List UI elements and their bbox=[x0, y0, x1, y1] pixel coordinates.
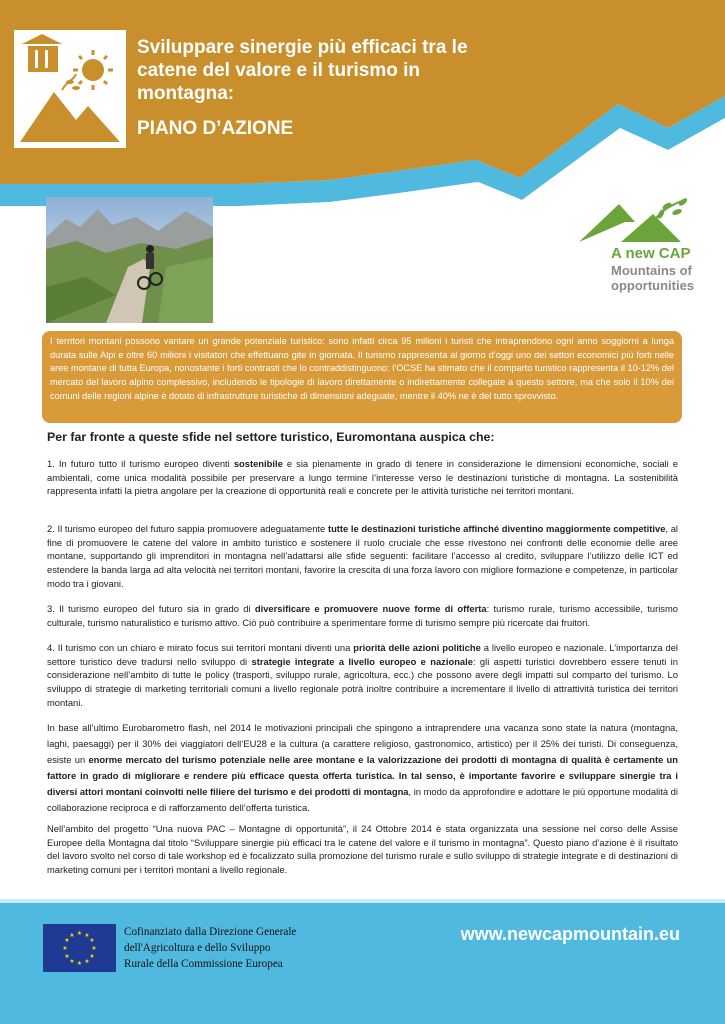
title-line: montagna: bbox=[137, 83, 235, 104]
emphasis: diversificare e promuovere nuove forme di offerta bbox=[254, 603, 487, 614]
brand-tagline: A new CAP bbox=[611, 245, 691, 262]
section-heading: Per far fronte a queste sfide nel settore turistico, Euromontana auspica che: bbox=[47, 430, 495, 444]
text: , al fine di promuovere le catene del valore in ambito turistico e sostenere il ruolo cruciale che esse rivestono nei confronti delle economie delle aree montane, supportando gli imprenditori in montagna nell’adattarsi alle sfide seguenti: facilitare l’accesso al credito, sviluppare l’utilizzo delle ICT ed estendere la banda larga ad alta velocità nei territori montani, favorire la crescita di una forza lavoro con migliore formazione e competenze, in particolar modo tra i giovani. bbox=[47, 523, 678, 589]
svg-text:★: ★ bbox=[89, 937, 95, 944]
point-2 bbox=[47, 522, 678, 591]
text: : gli aspetti turistici dovrebbero essere tenuti in considerazione nell’ambito di tutte le policy (trasporti, sviluppo rurale, agricoltura, ecc.) che possono avere degli impatti sul comparto del turismo. Lo sviluppo di strategie di marketing territoriali comuni a livello regionale potrà inoltre contribuire a incrementare il livello di attrattività turistica dei territori montani. bbox=[47, 655, 678, 708]
svg-text:★: ★ bbox=[84, 932, 90, 939]
brand-line: opportunities bbox=[611, 278, 695, 293]
svg-text:★: ★ bbox=[91, 945, 97, 952]
house-sun-mountain-icon bbox=[14, 30, 126, 148]
title-line: Sviluppare sinergie più efficaci tra le bbox=[137, 37, 468, 58]
cofin-line: Rurale della Commissione Europea bbox=[124, 958, 283, 970]
text: : turismo rurale, turismo accessibile, turismo culturale, turismo naturalistico e turismo attivo. Ciò può contribuire a sperimentare forme di turismo sempre più ricercate dai fruitori. bbox=[47, 603, 679, 628]
text: 1. In futuro tutto il turismo europeo diventi bbox=[47, 458, 234, 469]
text: a livello europeo e nazionale. L’importanza del settore turistico deve tradursi nello sviluppo di bbox=[47, 642, 679, 667]
page-subtitle: PIANO D’AZIONE bbox=[137, 118, 294, 139]
svg-text:★: ★ bbox=[69, 958, 75, 965]
svg-text:★: ★ bbox=[76, 930, 83, 937]
svg-text:★: ★ bbox=[84, 958, 90, 965]
eu-flag-icon bbox=[43, 924, 116, 972]
svg-text:★: ★ bbox=[64, 937, 70, 944]
emphasis: sostenibile bbox=[233, 458, 283, 469]
brand-line: Mountains of bbox=[611, 263, 692, 278]
text: , in modo da approfondire e adottare le più opportune modalità di collaborazione reciproca e di rafforzamento dell’offerta turistica. bbox=[47, 786, 678, 813]
project-paragraph: Nell’ambito del progetto “Una nuova PAC – Montagne di opportunità”, il 24 Ottobre 2014 è stata organizzata una sessione nel corso delle Assise Europee della Montagna dal titolo “Sviluppare sinergie più efficaci tra le catene del valore e il turismo in montagna”. Questo piano d’azione è il risultato del lavoro svolto nel corso di tale workshop ed è focalizzato sulla promozione del turismo rurale e sullo sviluppo di strategie integrate e di destinazioni di marketing comuni per i territori montani a livello regionale. bbox=[47, 823, 678, 876]
text: In base all’ultimo Eurobarometro flash, nel 2014 le motivazioni principali che spingono a intraprendere una vacanza sono state la natura (montagna, laghi, paesaggi) per il 30% dei viaggiatori dell’EU28 e la cultura (a carattere religioso, gastronomico, artistico) per il 25% dei turisti. Di conseguenza, esiste un bbox=[47, 722, 678, 765]
text: e sia pienamente in grado di tenere in considerazione le dimensioni economiche, sociali e ambientali, come unica modalità possibile per preservare a lungo termine l’interesse verso le destinazioni turistiche di montagna. La sostenibilità rappresenta infatti la pietra angolare per la creazione di opportunità reali e concrete per le attività turistiche nei territori montani. bbox=[47, 458, 678, 497]
text: 2. Il turismo europeo del futuro sappia promuovere adeguatamente bbox=[47, 523, 328, 534]
eurobarometer-paragraph bbox=[47, 720, 678, 816]
emphasis: enorme mercato del turismo potenziale nelle aree montane e la valorizzazione dei prodotti di montagna di qualità è certamente un fattore in grado di migliorare e rendere più efficace questa offerta turistica. In tal senso, è importante favorire e sviluppare sinergie tra i diversi attori montani coinvolti nelle filiere del turismo e dei prodotti di montagna bbox=[47, 754, 678, 797]
intro-box: I territori montani possono vantare un grande potenziale turistico: sono infatti circa 95 milioni i turisti che intraprendono ogni anno soggiorni a lunga durata sulle Alpi e oltre 60 milioni i visitatori che effettuano gite in giornata. Il turismo rappresenta al giorno d’oggi uno dei settori economici più forti nelle aree montane di tutta Europa, nonostante i forti contrasti che lo contraddistinguono: l’OCSE ha stimato che il comparto turistico rappresenta il 10-12% del mercato del lavoro alpino complessivo, includendo le tipologie di lavoro direttamente o indirettamente collegate a questo settore, ma che solo il 10% dei comuni delle regioni alpine è dotato di infrastrutture turistiche di dimensioni adeguate, mentre il 40% ne è del tutto sprovvisto. bbox=[42, 331, 682, 423]
page-title bbox=[137, 36, 497, 105]
text: 3. Il turismo europeo del futuro sia in grado di bbox=[47, 603, 255, 614]
point-1 bbox=[47, 457, 678, 498]
svg-text:★: ★ bbox=[69, 932, 75, 939]
point-3 bbox=[47, 602, 678, 629]
svg-text:★: ★ bbox=[76, 960, 83, 967]
emphasis: strategie integrate a livello europeo e nazionale bbox=[251, 655, 473, 667]
tourism-logo bbox=[14, 30, 126, 148]
svg-text:★: ★ bbox=[64, 953, 70, 960]
website-link[interactable]: www.newcapmountain.eu bbox=[460, 924, 680, 944]
svg-text:★: ★ bbox=[62, 945, 68, 952]
emphasis: priorità delle azioni politiche bbox=[353, 642, 481, 653]
cofinancing-notice bbox=[124, 924, 296, 972]
text: 4. Il turismo con un chiaro e mirato focus sui territori montani diventi una bbox=[47, 642, 354, 653]
title-line: catene del valore e il turismo in bbox=[137, 60, 420, 81]
emphasis: tutte le destinazioni turistiche affinché diventino maggiormente competitive bbox=[327, 523, 666, 534]
svg-text:★: ★ bbox=[89, 953, 95, 960]
mountain-cyclist-photo bbox=[46, 197, 213, 323]
point-4 bbox=[47, 641, 678, 710]
cofin-line: Cofinanziato dalla Direzione Generale bbox=[124, 926, 297, 938]
cofin-line: dell'Agricoltura e dello Sviluppo bbox=[124, 942, 271, 954]
